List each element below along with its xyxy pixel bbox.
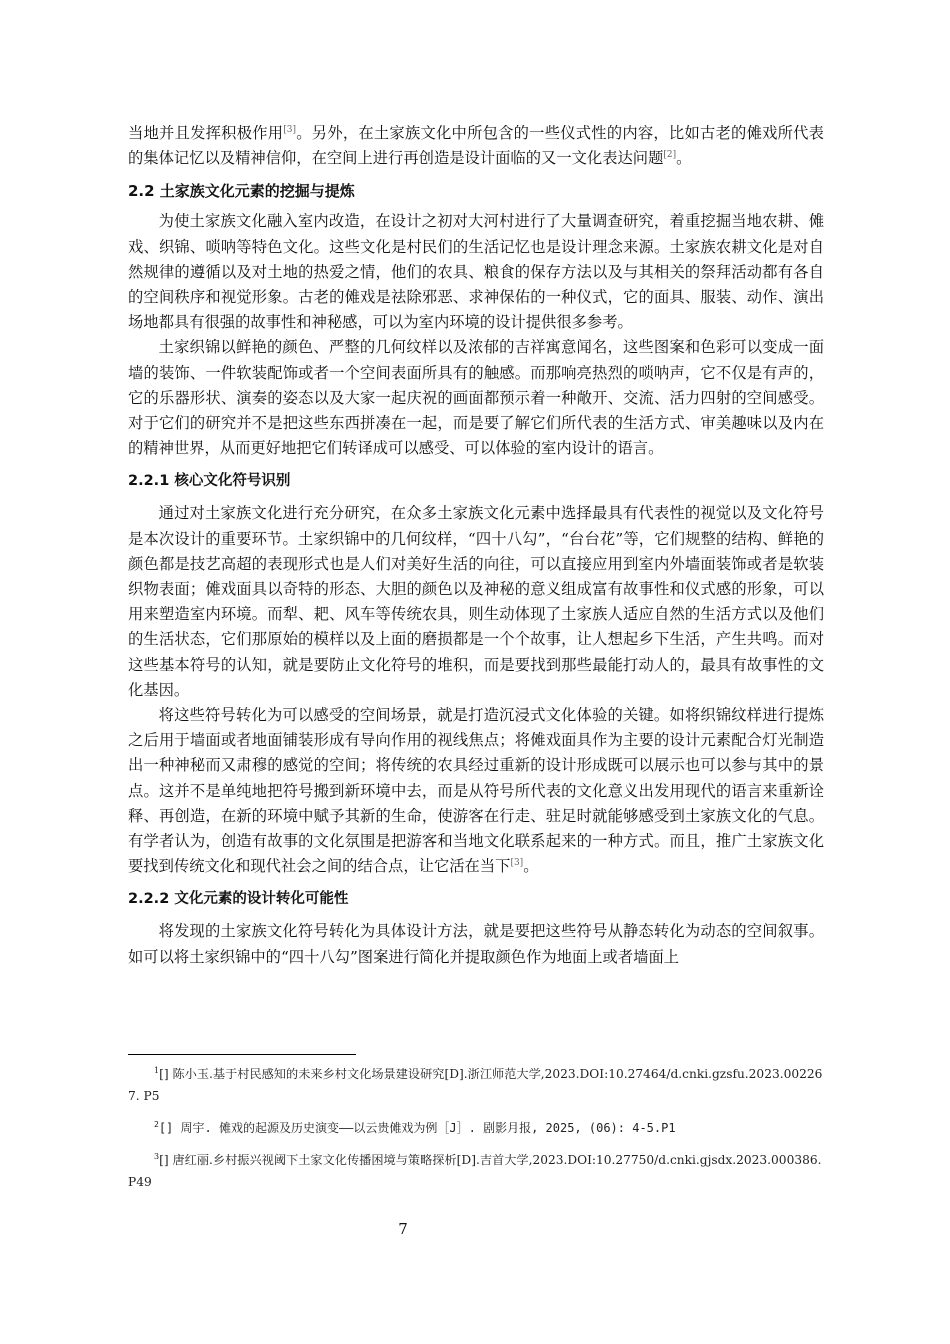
- paragraph: 通过对土家族文化进行充分研究，在众多土家族文化元素中选择最具有代表性的视觉以及文化符号是本次设计的重要环节。土家织锦中的几何纹样，“四十八勾”，“台台花”等，它们规整的结构、鲜艳的颜色都是技艺高超的表现形式也是人们对美好生活的向往，可以直接应用到室内外墙面装饰或者是软装织物表面；傩戏面具以奇特的形态、大胆的颜色以及神秘的意义组成富有故事性和仪式感的形象，可以用来塑造室内环境。而犁、耙、风车等传统农具，则生动体现了土家族人适应自然的生活方式以及他们的生活状态，它们那原始的模样以及上面的磨损都是一个个故事，让人想起乡下生活，产生共鸣。而对这些基本符号的认知，就是要防止文化符号的堆积，而是要找到那些最能打动人的，最具有故事性的文化基因。: [128, 504, 824, 699]
- citation-ref[interactable]: [3]: [283, 125, 297, 135]
- footnote-mark: 2: [154, 1120, 159, 1129]
- paragraph: [128, 703, 824, 879]
- page-number: 7: [398, 1220, 408, 1238]
- footnote-item: [128, 1063, 824, 1107]
- intro-text: 当地并且发挥积极作用: [128, 124, 284, 142]
- paragraph-text: 。: [523, 857, 539, 876]
- intro-text: 。: [676, 149, 692, 168]
- intro-text: 。另外，在土家族文化中所包含的一些仪式性的内容，比如古老的傩戏所代表的集体记忆以及精神信仰，在空间上进行再创造是设计面临的又一文化表达问题: [128, 124, 824, 168]
- footnotes: [128, 1063, 824, 1203]
- citation-ref[interactable]: [3]: [510, 858, 524, 869]
- paragraph: 将发现的土家族文化符号转化为具体设计方法，就是要把这些符号从静态转化为动态的空间叙事。如可以将土家织锦中的“四十八勾”图案进行简化并提取颜色作为地面上或者墙面上: [128, 922, 824, 966]
- paragraph: 为使土家族文化融入室内改造，在设计之初对大河村进行了大量调查研究，着重挖掘当地农耕、傩戏、织锦、唢呐等特色文化。这些文化是村民们的生活记忆也是设计理念来源。土家族农耕文化是对自然规律的遵循以及对土地的热爱之情，他们的农具、粮食的保存方法以及与其相关的祭拜活动都有各自的空间秩序和视觉形象。古老的傩戏是祛除邪恶、求神保佑的一种仪式，它的面具、服装、动作、演出场地都具有很强的故事性和神秘感，可以为室内环境的设计提供很多参考。: [128, 212, 824, 332]
- paragraph-text: 将这些符号转化为可以感受的空间场景，就是打造沉浸式文化体验的关键。如将织锦纹样进行提炼之后用于墙面或者地面铺装形成有导向作用的视线焦点；将傩戏面具作为主要的设计元素配合灯光制造出一种神秘而又肃穆的感觉的空间；将传统的农具经过重新的设计形成既可以展示也可以参与其中的景点。这并不是单纯地把符号搬到新环境中去，而是从符号所代表的文化意义出发用现代的语言来重新诠释、再创造，在新的环境中赋予其新的生命，使游客在行走、驻足时就能够感受到土家族文化的气息。有学者认为，创造有故事的文化氛围是把游客和当地文化联系起来的一种方式。而且，推广土家族文化要找到传统文化和现代社会之间的结合点，让它活在当下: [128, 706, 824, 876]
- intro-paragraph: [128, 121, 824, 171]
- footnote-mark: 1: [154, 1066, 160, 1075]
- citation-ref[interactable]: [2]: [663, 150, 677, 161]
- footnote-item: [128, 1117, 824, 1139]
- section-heading-2-2-2: 2.2.2 文化元素的设计转化可能性: [128, 891, 349, 908]
- paragraph: 土家织锦以鲜艳的颜色、严整的几何纹样以及浓郁的吉祥寓意闻名，这些图案和色彩可以变成一面墙的装饰、一件软装配饰或者一个空间表面所具有的触感。而那响亮热烈的唢呐声，它不仅是有声的，它的乐器形状、演奏的姿态以及大家一起庆祝的画面都预示着一种敞开、交流、活力四射的空间感受。对于它们的研究并不是把这些东西拼凑在一起，而是要了解它们所代表的生活方式、审美趣味以及内在的精神世界，从而更好地把它们转译成可以感受、可以体验的室内设计的语言。: [128, 338, 824, 458]
- footnote-text: [] 唐红丽.乡村振兴视阈下土家文化传播困境与策略探析[D].吉首大学,2023.DOI:10.27750/d.cnki.gjsdx.2023.000386. P49: [128, 1153, 822, 1189]
- section-heading-2-2: 2.2 土家族文化元素的挖掘与提炼: [128, 182, 355, 201]
- page-body: [128, 121, 824, 970]
- footnote-mark: 3: [154, 1152, 160, 1161]
- section-heading-2-2-1: 2.2.1 核心文化符号识别: [128, 473, 291, 490]
- footnote-text: [] 周宇. 傩戏的起源及历史演变——以云贵傩戏为例［J］. 剧影月报, 2025, (06): 4-5.P1: [158, 1121, 676, 1135]
- footnote-divider: [128, 1054, 356, 1055]
- footnote-item: [128, 1149, 824, 1193]
- footnote-text: [] 陈小玉.基于村民感知的未来乡村文化场景建设研究[D].浙江师范大学,2023.DOI:10.27464/d.cnki.gzsfu.2023.002267. P5: [128, 1067, 823, 1103]
